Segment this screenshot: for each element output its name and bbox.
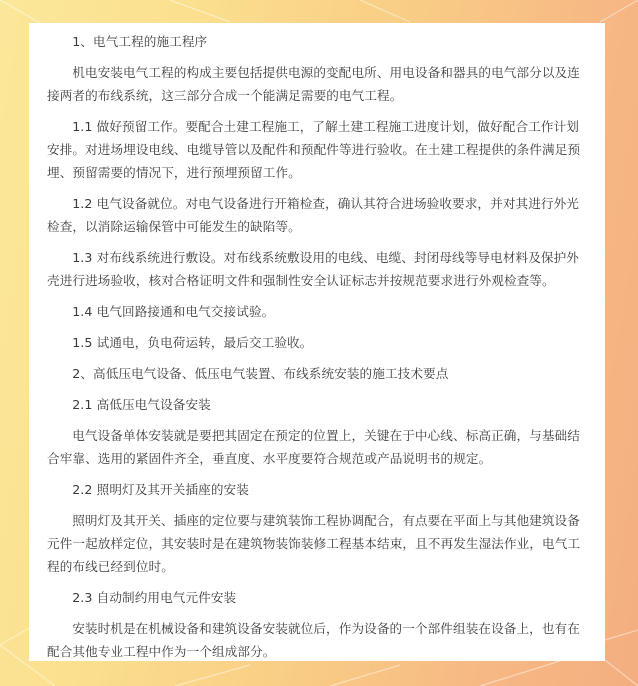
section-heading-2: 2、高低压电气设备、低压电气装置、布线系统安装的施工技术要点 <box>72 366 449 381</box>
paragraph-1-5: 1.5 试通电，负电荷运转，最后交工验收。 <box>72 335 313 350</box>
paragraph-1-2: 1.2 电气设备就位。对电气设备进行开箱检查，确认其符合进场验收要求，并对其进行外光检查，以消除运输保管中可能发生的缺陷等。 <box>47 196 579 234</box>
paragraph-1-3: 1.3 对布线系统进行敷设。对布线系统敷设用的电线、电缆、封闭母线等导电材料及保护外壳进行进场验收，核对合格证明文件和强制性安全认证标志并按规范要求进行外观检查等。 <box>47 250 579 288</box>
paragraph-intro: 机电安装电气工程的构成主要包括提供电源的变配电所、用电设备和器具的电气部分以及连接两者的布线系统，这三部分合成一个能满足需要的电气工程。 <box>47 65 580 103</box>
paragraph-2-2: 照明灯及其开关、插座的定位要与建筑装饰工程协调配合，有点要在平面上与其他建筑设备元件一起放样定位，其安装时是在建筑物装饰装修工程基本结束，且不再发生湿法作业，电气工程的布线已经到位时。 <box>47 513 581 574</box>
subheading-2-3: 2.3 自动制约用电气元件安装 <box>72 590 237 605</box>
paragraph-2-1: 电气设备单体安装就是要把其固定在预定的位置上，关键在于中心线、标高正确，与基础结合牢靠、选用的紧固件齐全，垂直度、水平度要符合规范或产品说明书的规定。 <box>47 428 580 466</box>
paragraph-1-1: 1.1 做好预留工作。要配合土建工程施工，了解土建工程施工进度计划，做好配合工作计划安排。对进场埋设电线、电缆导管以及配件和预配件等进行验收。在土建工程提供的条件满足预埋、预留需要的情况下，进行预埋预留工作。 <box>47 119 581 180</box>
article-panel <box>29 23 605 661</box>
subheading-2-2: 2.2 照明灯及其开关插座的安装 <box>72 482 249 497</box>
paragraph-1-4: 1.4 电气回路接通和电气交接试验。 <box>72 304 275 319</box>
paragraph-2-3: 安装时机是在机械设备和建筑设备安装就位后，作为设备的一个部件组装在设备上，也有在配合其他专业工程中作为一个组成部分。 <box>47 621 580 659</box>
subheading-2-1: 2.1 高低压电气设备安装 <box>72 397 211 412</box>
section-heading-1: 1、电气工程的施工程序 <box>72 34 208 49</box>
